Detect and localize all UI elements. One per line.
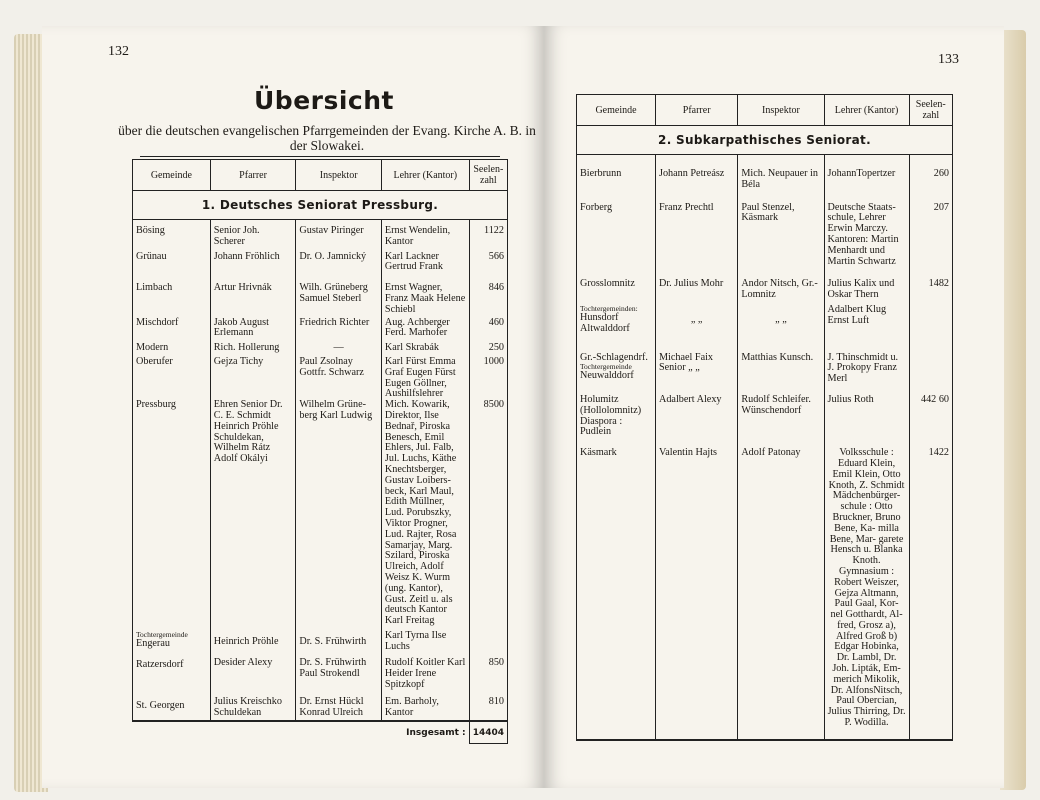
- right-page: [544, 26, 1004, 788]
- table-row: [133, 273, 508, 315]
- table-seniorat-pressburg: [132, 159, 508, 744]
- table-cell: Senior Joh. Scherer: [210, 220, 296, 248]
- col-header-pfarrer: Pfarrer: [655, 95, 737, 126]
- col-header-inspektor: Inspektor: [296, 160, 382, 191]
- table-cell: Julius Kreischko Schuldekan: [210, 691, 296, 722]
- table-cell: Ernst Wendelin, Kantor: [381, 220, 469, 248]
- table-cell: J. Thinschmidt u. J. Prokopy Franz Merl: [824, 335, 909, 385]
- table-cell: 8500: [469, 400, 507, 627]
- page-title: Übersicht: [254, 86, 394, 115]
- table-cell: Rudolf Koitler Karl Heider Irene Spitzkopf: [381, 652, 469, 690]
- table-cell: Mischdorf: [133, 316, 211, 340]
- table-cell: 1122: [469, 220, 507, 248]
- table-cell: Rich. Hollerung: [210, 339, 296, 354]
- table-cell: Em. Barholy, Kantor: [381, 691, 469, 722]
- table-cell: 850: [469, 652, 507, 690]
- table-row: Tochtergemeinden: Hunsdorf Altwalddorf „ „ „ „ Adalbert Klug Ernst Luft: [577, 301, 953, 335]
- table-cell: 260: [909, 155, 952, 191]
- table-cell: Bierbrunn: [577, 155, 656, 191]
- title-rule: [140, 156, 500, 157]
- col-header-pfarrer: Pfarrer: [210, 160, 296, 191]
- table-cell: Wilhelm Grüne- berg Karl Ludwig: [296, 400, 382, 627]
- table-cell: Johann Fröhlich: [210, 248, 296, 274]
- table-cell: [909, 335, 952, 385]
- table-cell: 1422: [909, 438, 952, 740]
- table-cell: Oberufer: [133, 354, 211, 400]
- section-heading: 2. Subkarpathisches Seniorat.: [577, 126, 953, 155]
- table-cell: Dr. Julius Mohr: [655, 267, 737, 301]
- table-cell: Mich. Kowarik, Direktor, Ilse Bednař, Piroska Benesch, Emil Ehlers, Jul. Falb, Jul. Luchs, Käthe Knechtsberger, Gustav Loibers- beck, Karl Maul, Edith Müllner, Lud. Porubszky, Viktor Progner, Lud. Rajter, Rosa Samarjay, Marg. Szilard, Piroska Ulreich, Adolf Weisz K. Wurm (ung. Kantor), Gust. Zeitl u. als deutsch Kantor Karl Freitag: [381, 400, 469, 627]
- table-cell: Pressburg: [133, 400, 211, 627]
- table-cell: 460: [469, 316, 507, 340]
- table-cell: Matthias Kunsch.: [738, 335, 824, 385]
- table-row: [133, 316, 508, 340]
- total-row: [133, 721, 508, 743]
- table-cell: Käsmark: [577, 438, 656, 740]
- table-row: [577, 385, 953, 438]
- col-header-lehrer: Lehrer (Kantor): [824, 95, 909, 126]
- table-cell: Rudolf Schleifer. Wünschendorf: [738, 385, 824, 438]
- table-cell: Dr. O. Jamnický: [296, 248, 382, 274]
- open-book: [14, 20, 1026, 790]
- table-cell: Karl Skrabák: [381, 339, 469, 354]
- table-cell: JohannTopertzer: [824, 155, 909, 191]
- table-row: [133, 339, 508, 354]
- page-number-left: 132: [108, 44, 129, 59]
- table-cell: Karl Fürst Emma Graf Eugen Fürst Eugen Göllner, Aushilfslehrer: [381, 354, 469, 400]
- table-cell: Heinrich Pröhle: [210, 627, 296, 653]
- table-row: [577, 191, 953, 268]
- table-row: [133, 248, 508, 274]
- table-row: [133, 354, 508, 400]
- table-row: Tochtergemeinde Engerau Heinrich Pröhle Dr. S. Frühwirth Karl Tyrna Ilse Luchs: [133, 627, 508, 653]
- section-heading: 1. Deutsches Seniorat Pressburg.: [133, 191, 508, 220]
- table-cell: [909, 301, 952, 335]
- table-row: Gr.-Schlagendrf. Tochtergemeinde Neuwalddorf Michael Faix Senior „ „ Matthias Kunsch. J. Thinschmidt u. J. Prokopy Franz Merl: [577, 335, 953, 385]
- total-label: Insgesamt :: [406, 728, 466, 739]
- table-cell: Grosslomnitz: [577, 267, 656, 301]
- table-row: [577, 438, 953, 740]
- col-header-seelenzahl: Seelen- zahl: [469, 160, 507, 191]
- table-cell: Modern: [133, 339, 211, 354]
- table-cell: Wilh. Grüneberg Samuel Steberl: [296, 273, 382, 315]
- table-cell: Forberg: [577, 191, 656, 268]
- table-cell: [469, 627, 507, 653]
- table-cell: „ „: [738, 301, 824, 335]
- table-cell: 207: [909, 191, 952, 268]
- table-cell: Michael Faix Senior „ „: [655, 335, 737, 385]
- page-subtitle: über die deutschen evangelischen Pfarrgemeinden der Evang. Kirche A. B. in der Slowakei.: [118, 123, 536, 153]
- table-cell: St. Georgen: [133, 691, 211, 722]
- table-row: [133, 691, 508, 722]
- table-cell: Grünau: [133, 248, 211, 274]
- table-cell: Holumitz (Hollolomnitz) Diaspora : Pudlein: [577, 385, 656, 438]
- table-cell: Limbach: [133, 273, 211, 315]
- table-cell: Julius Roth: [824, 385, 909, 438]
- table-cell: Friedrich Richter: [296, 316, 382, 340]
- table-cell: 250: [469, 339, 507, 354]
- table-cell: Adalbert Alexy: [655, 385, 737, 438]
- table-subkarpathisches-seniorat: [576, 94, 953, 741]
- table-cell: Franz Prechtl: [655, 191, 737, 268]
- table-cell: Desider Alexy: [210, 652, 296, 690]
- table-cell: 1482: [909, 267, 952, 301]
- table-cell: Ernst Wagner, Franz Maak Helene Schiebl: [381, 273, 469, 315]
- table-cell: Karl Tyrna Ilse Luchs: [381, 627, 469, 653]
- table-cell: —: [296, 339, 382, 354]
- page-number-right: 133: [938, 52, 959, 67]
- table-cell: 846: [469, 273, 507, 315]
- table-cell: Aug. Achberger Ferd. Marhofer: [381, 316, 469, 340]
- table-cell: Adolf Patonay: [738, 438, 824, 740]
- table-cell: Johann Petreász: [655, 155, 737, 191]
- table-cell: Gustav Piringer: [296, 220, 382, 248]
- table-cell: Jakob August Erlemann: [210, 316, 296, 340]
- table-cell: 566: [469, 248, 507, 274]
- table-cell: 442 60: [909, 385, 952, 438]
- table-cell: Deutsche Staats- schule, Lehrer Erwin Marczy. Kantoren: Martin Menhardt und Martin Schwartz: [824, 191, 909, 268]
- table-cell: Mich. Neupauer in Béla: [738, 155, 824, 191]
- table-row: [577, 155, 953, 191]
- table-cell: Karl Lackner Gertrud Frank: [381, 248, 469, 274]
- col-header-lehrer: Lehrer (Kantor): [381, 160, 469, 191]
- table-cell: Dr. Ernst Hückl Konrad Ulreich: [296, 691, 382, 722]
- table-cell: 1000: [469, 354, 507, 400]
- table-cell: Adalbert Klug Ernst Luft: [824, 301, 909, 335]
- total-value: 14404: [469, 721, 507, 743]
- table-cell: Valentin Hajts: [655, 438, 737, 740]
- table-row: [133, 652, 508, 690]
- col-header-gemeinde: Gemeinde: [133, 160, 211, 191]
- table-cell: Dr. S. Frühwirth Paul Strokendl: [296, 652, 382, 690]
- table-cell: Gejza Tichy: [210, 354, 296, 400]
- table-cell: Artur Hrivnák: [210, 273, 296, 315]
- col-header-gemeinde: Gemeinde: [577, 95, 656, 126]
- table-cell: 810: [469, 691, 507, 722]
- table-cell: Andor Nitsch, Gr.-Lomnitz: [738, 267, 824, 301]
- table-row: [577, 267, 953, 301]
- table-cell: „ „: [655, 301, 737, 335]
- table-cell: Julius Kalix und Oskar Thern: [824, 267, 909, 301]
- col-header-inspektor: Inspektor: [738, 95, 824, 126]
- table-row: [133, 400, 508, 627]
- table-cell: Ratzersdorf: [133, 652, 211, 690]
- table-cell: Dr. S. Frühwirth: [296, 627, 382, 653]
- table-cell: Ehren Senior Dr. C. E. Schmidt Heinrich Pröhle Schuldekan, Wilhelm Rátz Adolf Okályi: [210, 400, 296, 627]
- left-page: [42, 26, 544, 788]
- table-cell: Volksschule : Eduard Klein, Emil Klein, Otto Knoth, Z. Schmidt Mädchenbürger- schule : Otto Bruckner, Bruno Bene, Ka- milla Bene, Mar- garete Hensch u. Blanka Knoth. Gymnasium : Robert Weiszer, Gejza Altmann, Paul Gaal, Kor- nel Gotthardt, Al- fred, Grosz a), Alfred Groß b) Edgar Hobinka, Dr. Lambl, Dr. Joh. Lipták, Em- merich Mikolik, Dr. AlfonsNitsch, Paul Obercian, Julius Thirring, Dr. P. Wodilla.: [824, 438, 909, 740]
- table-cell: Paul Zsolnay Gottfr. Schwarz: [296, 354, 382, 400]
- table-row: [133, 220, 508, 248]
- table-cell: Paul Stenzel, Käsmark: [738, 191, 824, 268]
- table-cell: Bösing: [133, 220, 211, 248]
- col-header-seelenzahl: Seelen- zahl: [909, 95, 952, 126]
